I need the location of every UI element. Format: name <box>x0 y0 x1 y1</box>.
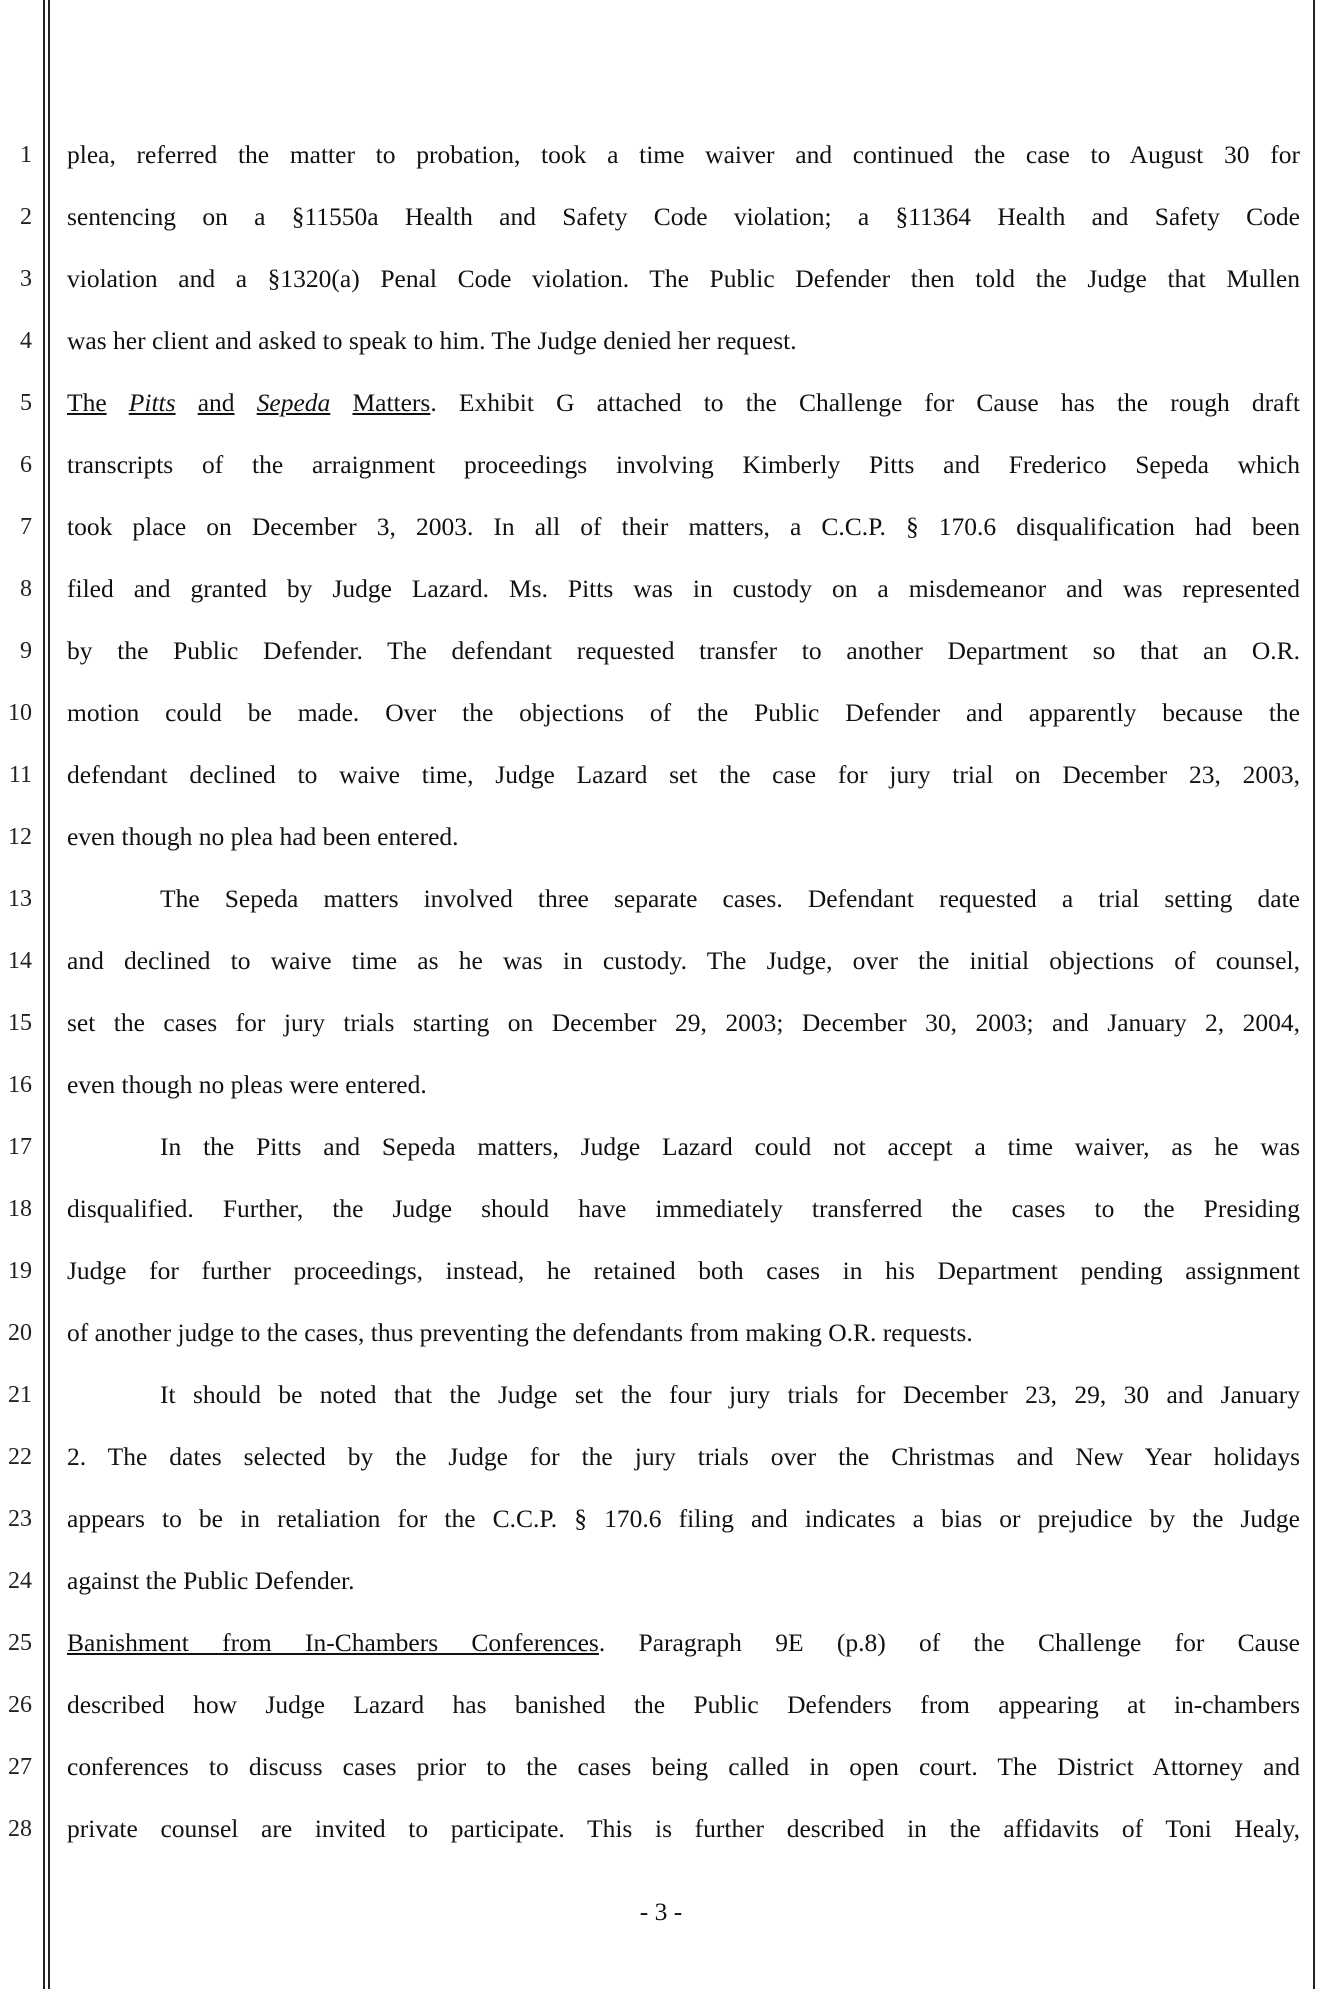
section-heading-line <box>67 1628 1300 1658</box>
case-name-sepeda: Sepeda <box>256 388 331 417</box>
line-number: 4 <box>20 328 32 354</box>
text-fragment: . Exhibit G attached to the Challenge for Cause has the rough draft <box>430 388 1301 417</box>
case-name-pitts: Pitts <box>128 388 176 417</box>
line-number: 7 <box>20 514 32 540</box>
line-number: 8 <box>20 576 32 602</box>
left-margin-rule-outer <box>43 0 45 1989</box>
text-line: set the cases for jury trials starting on December 29, 2003; December 30, 2003; and January 2, 2004, <box>67 1008 1300 1037</box>
text-line: plea, referred the matter to probation, took a time waiver and continued the case to August 30 for <box>67 140 1300 169</box>
text-line: sentencing on a §11550a Health and Safety Code violation; a §11364 Health and Safety Code <box>67 202 1300 231</box>
text-line: defendant declined to waive time, Judge Lazard set the case for jury trial on December 23, 2003, <box>67 760 1300 789</box>
line-number: 19 <box>8 1258 32 1284</box>
text-line: was her client and asked to speak to him. The Judge denied her request. <box>67 326 797 355</box>
text-line: and declined to waive time as he was in custody. The Judge, over the initial objections of counsel, <box>67 946 1300 975</box>
page-number: - 3 - <box>639 1897 683 1926</box>
text-line: In the Pitts and Sepeda matters, Judge Lazard could not accept a time waiver, as he was <box>160 1132 1300 1161</box>
text-line: 2. The dates selected by the Judge for the jury trials over the Christmas and New Year holidays <box>67 1442 1300 1471</box>
text-line: It should be noted that the Judge set the four jury trials for December 23, 29, 30 and January <box>160 1380 1300 1409</box>
text-line: The Sepeda matters involved three separate cases. Defendant requested a trial setting date <box>160 884 1300 913</box>
text-line: against the Public Defender. <box>67 1566 355 1595</box>
line-number: 23 <box>8 1506 32 1532</box>
line-number: 6 <box>20 452 32 478</box>
text-line: violation and a §1320(a) Penal Code violation. The Public Defender then told the Judge that Mullen <box>67 264 1300 293</box>
section-heading: Banishment from In-Chambers Conferences <box>67 1628 599 1657</box>
text-line: disqualified. Further, the Judge should have immediately transferred the cases to the Presiding <box>67 1194 1300 1223</box>
left-margin-rule-inner <box>48 0 50 1989</box>
section-heading-line <box>67 388 1300 418</box>
text-line: appears to be in retaliation for the C.C.P. § 170.6 filing and indicates a bias or prejudice by the Judge <box>67 1504 1300 1533</box>
text-line: of another judge to the cases, thus preventing the defendants from making O.R. requests. <box>67 1318 973 1347</box>
line-number: 14 <box>8 948 32 974</box>
line-number: 13 <box>8 886 32 912</box>
text-line: transcripts of the arraignment proceedings involving Kimberly Pitts and Frederico Sepeda which <box>67 450 1300 479</box>
text-line: motion could be made. Over the objections of the Public Defender and apparently because the <box>67 698 1300 727</box>
line-number: 22 <box>8 1444 32 1470</box>
line-number: 12 <box>8 824 32 850</box>
line-number: 5 <box>20 390 32 416</box>
text-line: described how Judge Lazard has banished the Public Defenders from appearing at in-chambers <box>67 1690 1300 1719</box>
line-number: 9 <box>20 638 32 664</box>
text-line: conferences to discuss cases prior to the cases being called in open court. The District Attorney and <box>67 1752 1300 1781</box>
text-line: private counsel are invited to participate. This is further described in the affidavits of Toni Healy, <box>67 1814 1300 1843</box>
line-number: 18 <box>8 1196 32 1222</box>
line-number: 15 <box>8 1010 32 1036</box>
line-number: 2 <box>20 204 32 230</box>
text-line: by the Public Defender. The defendant requested transfer to another Department so that an O.R. <box>67 636 1300 665</box>
text-line: Judge for further proceedings, instead, he retained both cases in his Department pending assignment <box>67 1256 1300 1285</box>
text-line: even though no pleas were entered. <box>67 1070 427 1099</box>
right-margin-rule <box>1313 0 1315 1989</box>
line-number: 3 <box>20 266 32 292</box>
line-number: 21 <box>8 1382 32 1408</box>
line-number: 17 <box>8 1134 32 1160</box>
line-number: 27 <box>8 1754 32 1780</box>
line-number: 1 <box>20 142 32 168</box>
heading-word: The <box>67 388 107 417</box>
line-number: 16 <box>8 1072 32 1098</box>
text-line: filed and granted by Judge Lazard. Ms. Pitts was in custody on a misdemeanor and was represented <box>67 574 1300 603</box>
text-line: even though no plea had been entered. <box>67 822 459 851</box>
heading-word: and <box>197 388 235 417</box>
line-number: 25 <box>8 1630 32 1656</box>
line-number: 10 <box>8 700 32 726</box>
line-number: 11 <box>8 762 32 788</box>
line-number: 24 <box>8 1568 32 1594</box>
text-line: took place on December 3, 2003. In all of their matters, a C.C.P. § 170.6 disqualification had been <box>67 512 1300 541</box>
line-number: 26 <box>8 1692 32 1718</box>
heading-word: Matters <box>352 388 431 417</box>
line-number: 28 <box>8 1816 32 1842</box>
line-number: 20 <box>8 1320 32 1346</box>
text-fragment: . Paragraph 9E (p.8) of the Challenge for Cause <box>598 1628 1300 1657</box>
